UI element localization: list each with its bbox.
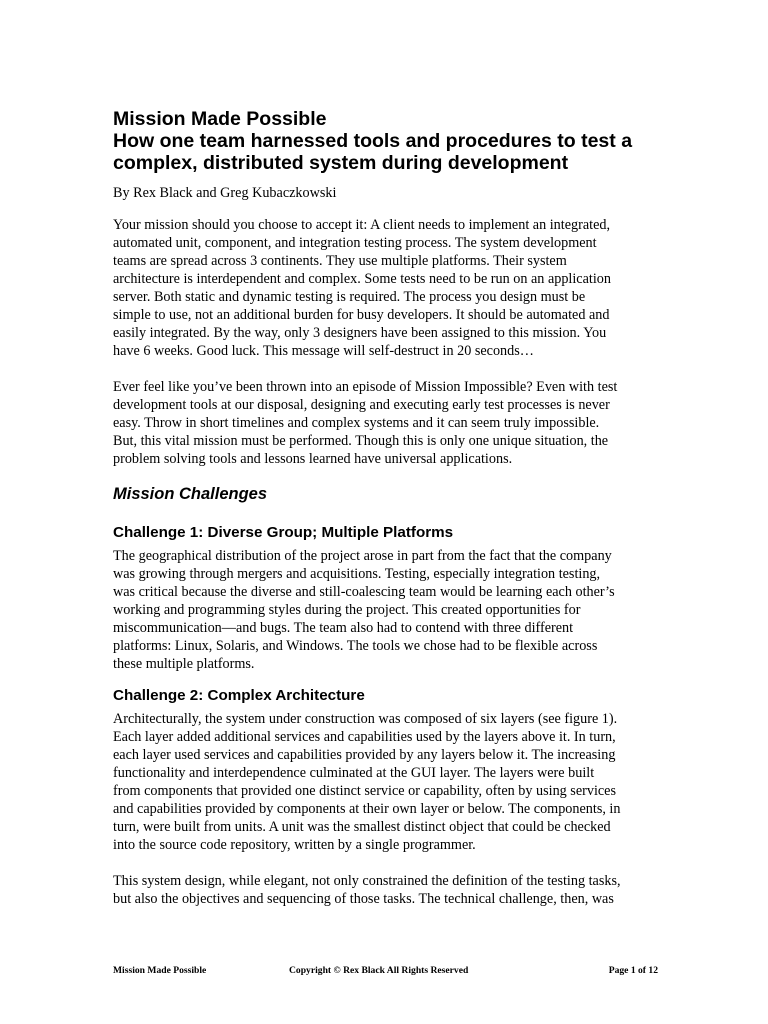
text-line: Ever feel like you’ve been thrown into an episode of Mission Impossible? Even with test [113,379,618,395]
text-line: problem solving tools and lessons learned have universal applications. [113,451,513,467]
text-line: easy. Throw in short timelines and complex systems and it can seem truly impossible. [113,415,600,431]
title-line: Mission Made Possible [113,108,327,130]
title-line: complex, distributed system during development [113,152,569,174]
challenge-2-paragraph-2 [113,872,658,908]
text-line: but also the objectives and sequencing of those tasks. The technical challenge, then, was [113,891,614,907]
footer-page-number: Page 1 of 12 [608,965,658,976]
text-line: was growing through mergers and acquisitions. Testing, especially integration testing, [113,566,601,582]
title-line: How one team harnessed tools and procedures to test a [113,130,633,152]
text-line: simple to use, not an additional burden for busy developers. It should be automated and [113,307,610,323]
text-line: from components that provided one distinct service or capability, often by using services [113,783,616,799]
text-line: platforms: Linux, Solaris, and Windows. The tools we chose had to be flexible across [113,638,598,654]
document-title [113,108,658,174]
text-line: But, this vital mission must be performed. Though this is only one unique situation, the [113,433,609,449]
document-page [113,0,658,1024]
challenge-2-paragraph-1 [113,710,658,854]
text-line: easily integrated. By the way, only 3 designers have been assigned to this mission. You [113,325,607,341]
intro-paragraph-2 [113,378,658,468]
text-line: turn, were built from units. A unit was the smallest distinct object that could be checked [113,819,611,835]
text-line: functionality and interdependence culminated at the GUI layer. The layers were built [113,765,595,781]
text-line: was critical because the diverse and still-coalescing team would be learning each other’s [113,584,615,600]
text-line: Architecturally, the system under construction was composed of six layers (see figure 1). [113,711,618,727]
text-line: development tools at our disposal, designing and executing early test processes is never [113,397,610,413]
text-line: miscommunication—and bugs. The team also had to contend with three different [113,620,574,636]
text-line: Your mission should you choose to accept it: A client needs to implement an integrated, [113,217,611,233]
text-line: architecture is interdependent and complex. Some tests need to be run on an application [113,271,611,287]
text-line: Each layer added additional services and capabilities used by the layers above it. In turn, [113,729,616,745]
text-line: teams are spread across 3 continents. They use multiple platforms. Their system [113,253,567,269]
intro-paragraph-1 [113,216,658,360]
text-line: This system design, while elegant, not only constrained the definition of the testing tasks, [113,873,621,889]
text-line: automated unit, component, and integration testing process. The system development [113,235,597,251]
challenge-1-paragraph [113,547,658,673]
text-line: server. Both static and dynamic testing is required. The process you design must be [113,289,586,305]
footer-copyright: Copyright © Rex Black All Rights Reserved [289,965,469,976]
text-line: have 6 weeks. Good luck. This message will self-destruct in 20 seconds… [113,343,534,359]
text-line: these multiple platforms. [113,656,255,672]
challenge-1-heading: Challenge 1: Diverse Group; Multiple Platforms [113,524,454,541]
text-line: The geographical distribution of the project arose in part from the fact that the company [113,548,612,564]
text-line: into the source code repository, written by a single programmer. [113,837,476,853]
author-byline: By Rex Black and Greg Kubaczkowski [113,185,337,201]
text-line: working and programming styles during the project. This created opportunities for [113,602,581,618]
text-line: each layer used services and capabilities provided by any layers below it. The increasing [113,747,616,763]
page-footer [113,964,658,978]
text-line: and capabilities provided by components at their own layer or below. The components, in [113,801,621,817]
challenge-2-heading: Challenge 2: Complex Architecture [113,687,365,704]
section-heading: Mission Challenges [113,485,268,503]
footer-document-title: Mission Made Possible [113,965,207,976]
